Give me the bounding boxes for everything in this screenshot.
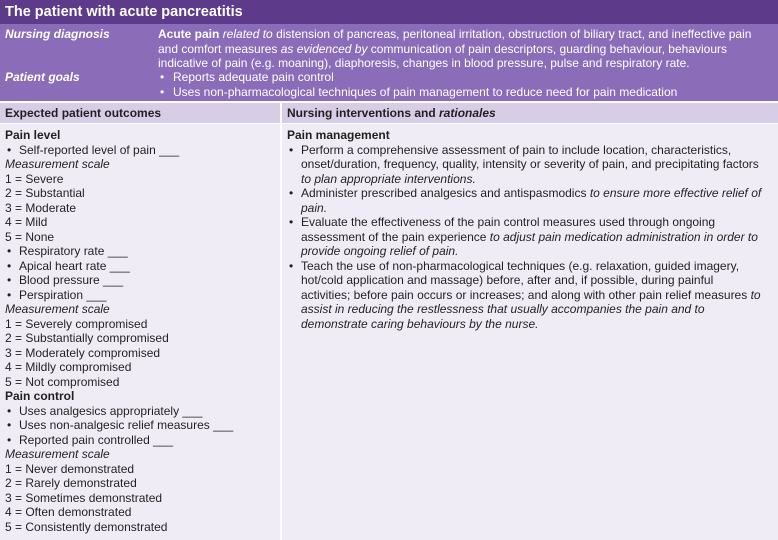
pain-level-heading: Pain level: [5, 128, 61, 142]
scale-entry: 1 = Severely compromised: [5, 316, 148, 331]
patient-goals-label: Patient goals: [5, 70, 80, 84]
intervention-rationale: to ensure more effective relief of pain.: [301, 186, 762, 215]
scale-entry: 2 = Substantially compromised: [5, 331, 169, 345]
scale-entry: 4 = Often demonstrated: [5, 505, 132, 519]
nursing-diagnosis-text: [158, 27, 772, 71]
nursing-diagnosis-label: Nursing diagnosis: [5, 27, 110, 41]
scale-entry: 3 = Moderate: [5, 200, 77, 215]
outcome-item: • Reported pain controlled ___: [5, 433, 280, 448]
scale-entry: 3 = Sometimes demonstrated: [5, 490, 163, 505]
page-title: The patient with acute pancreatitis: [0, 0, 778, 24]
measurement-scale-label: Measurement scale: [5, 302, 110, 316]
pain-control-heading: Pain control: [5, 389, 75, 403]
diagnosis-lead: Acute pain: [158, 27, 220, 41]
intervention-item: [287, 186, 764, 215]
intervention-text: Administer prescribed analgesics and antispasmodics: [301, 186, 590, 200]
outcome-item: • Respiratory rate ___: [5, 244, 280, 259]
interventions-header-italic: rationales: [439, 106, 496, 120]
measurement-scale-label: Measurement scale: [5, 157, 110, 171]
diagnosis-evidence: communication of pain descriptors, guarding behaviour, behaviours indicative of pain (e.g. moaning), diaphoresis, changes in blood pressure, pulse and respiratory rate.: [158, 41, 727, 70]
outcome-item: • Apical heart rate ___: [5, 259, 280, 274]
intervention-text: Perform a comprehensive assessment of pain to include location, characteristics, onset/duration, frequency, quality, intensity or severity of pain, and precipitating factors: [301, 142, 759, 171]
interventions-column: [282, 124, 778, 540]
measurement-scale-label: Measurement scale: [5, 447, 110, 461]
scale-entry: 1 = Never demonstrated: [5, 461, 135, 476]
intervention-rationale: to adjust pain medication administration in order to provide ongoing relief of pain.: [301, 229, 758, 258]
pain-management-heading: Pain management: [287, 128, 390, 142]
scale-entry: 5 = Not compromised: [5, 374, 120, 389]
outcome-item: • Perspiration ___: [5, 288, 280, 303]
intervention-rationale: to plan appropriate interventions.: [301, 171, 476, 186]
goal-item: • Uses non-pharmacological techniques of pain management to reduce need for pain medication: [158, 85, 772, 100]
outcomes-column: [0, 124, 280, 540]
outcome-item: • Uses non-analgesic relief measures ___: [5, 418, 280, 433]
evidenced-by-label: as evidenced by: [280, 41, 368, 56]
scale-entry: 4 = Mild: [5, 215, 48, 229]
scale-entry: 2 = Substantial: [5, 186, 85, 200]
patient-goals-list: [158, 70, 772, 99]
diagnosis-panel: [0, 24, 778, 101]
scale-entry: 1 = Severe: [5, 171, 64, 186]
intervention-text: Evaluate the effectiveness of the pain control measures used through ongoing assessment of the pain experience: [301, 215, 716, 244]
intervention-item: [287, 259, 764, 332]
intervention-item: [287, 143, 764, 187]
scale-entry: 4 = Mildly compromised: [5, 360, 132, 374]
scale-entry: 5 = None: [5, 229, 55, 244]
related-to-label: related to: [222, 27, 273, 41]
intervention-item: [287, 215, 764, 259]
outcome-item: • Blood pressure ___: [5, 273, 280, 288]
interventions-header: [282, 103, 778, 123]
outcome-item: • Uses analgesics appropriately ___: [5, 404, 280, 419]
intervention-rationale: to assist in reducing the restlessness that usually accompanies the pain and to demonstrate caring behaviours by the nurse.: [301, 287, 761, 331]
outcome-item: • Self-reported level of pain ___: [5, 143, 280, 158]
intervention-text: Teach the use of non-pharmacological techniques (e.g. relaxation, guided imagery, hot/cold application and massage) before, after and, if possible, during painful activities; before pain occurs or increases; and along with other pain relief measures: [301, 258, 751, 302]
interventions-header-main: Nursing interventions and: [287, 106, 440, 120]
diagnosis-causes: distension of pancreas, peritoneal irritation, obstruction of biliary tract, and ineffective pain and comfort measures: [158, 27, 752, 56]
scale-entry: 2 = Rarely demonstrated: [5, 476, 137, 490]
outcomes-header: Expected patient outcomes: [0, 103, 280, 123]
scale-entry: 5 = Consistently demonstrated: [5, 519, 168, 534]
column-divider: [280, 103, 282, 540]
scale-entry: 3 = Moderately compromised: [5, 345, 161, 360]
goal-item: • Reports adequate pain control: [158, 70, 772, 85]
